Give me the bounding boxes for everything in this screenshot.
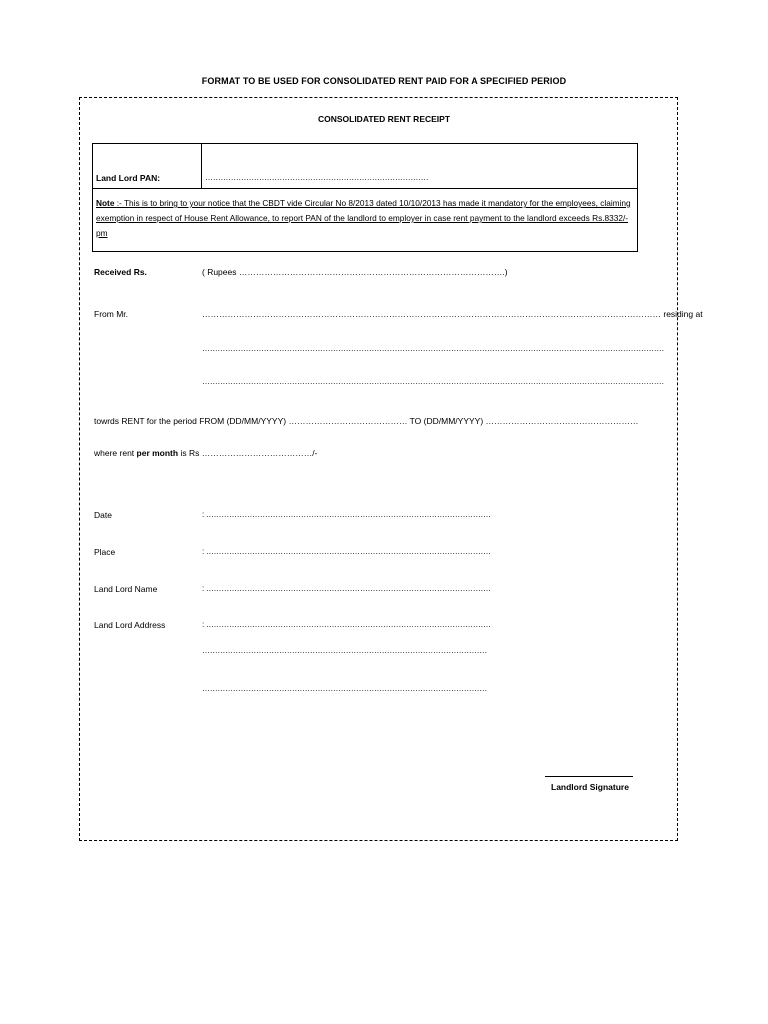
pan-note (96, 196, 632, 241)
note-text: :- This is to bring to your notice that the CBDT vide Circular No 8/2013 dated 10/10/2013 has made it mandatory for the employees, claiming exemption in respect of House Rent Allowance, to report PAN of the landlord to employer in case rent payment to the landlord exceeds Rs.8332/- pm (96, 198, 631, 238)
pan-row (93, 144, 637, 189)
place-field[interactable]: : ………………………………………………………………………………………………… (202, 547, 491, 556)
pan-divider (201, 144, 202, 188)
received-label: Received Rs. (94, 267, 147, 277)
rent-per-month-field[interactable] (94, 448, 317, 458)
place-label: Place (94, 547, 116, 557)
pan-label: Land Lord PAN: (96, 173, 161, 183)
signature-line[interactable] (545, 776, 633, 777)
pan-box (92, 143, 638, 252)
landlord-name-label: Land Lord Name (94, 584, 158, 594)
date-field[interactable]: : ………………………………………………………………………………………………… (202, 510, 491, 519)
from-name-field[interactable]: ……………………………………………………………………………………………………………………………………………… residing at (202, 309, 703, 319)
landlord-address-line-3[interactable]: ………………………………………………………………………………………………… (202, 684, 487, 693)
landlord-address-label: Land Lord Address (94, 620, 166, 630)
pan-field[interactable]: …………………………………………………………………………… (205, 173, 429, 182)
rupees-field[interactable]: ( Rupees ………………………………………………………………………………….) (202, 267, 508, 277)
from-label: From Mr. (94, 309, 128, 319)
signature-label: Landlord Signature (551, 782, 629, 792)
from-address-line-2[interactable]: ……………………………………………………………………………………………………………………………………………………………… (202, 377, 665, 386)
receipt-title: CONSOLIDATED RENT RECEIPT (317, 114, 451, 124)
note-prefix: Note (96, 198, 115, 208)
landlord-address-line-2[interactable]: ………………………………………………………………………………………………… (202, 646, 487, 655)
rent-emphasis: per month (136, 448, 179, 458)
page-title: FORMAT TO BE USED FOR CONSOLIDATED RENT PAID FOR A SPECIFIED PERIOD (201, 76, 567, 86)
rent-amount: is Rs …………………………………/- (178, 448, 318, 458)
landlord-name-field[interactable]: : ………………………………………………………………………………………………… (202, 584, 491, 593)
rent-prefix: where rent (94, 448, 137, 458)
date-label: Date (94, 510, 112, 520)
period-field[interactable]: towrds RENT for the period FROM (DD/MM/YYYY) …………………………………… TO (DD/MM/YYYY) ……………………………………………… (94, 416, 639, 426)
landlord-address-line-1[interactable]: : ………………………………………………………………………………………………… (202, 620, 491, 629)
from-address-line-1[interactable]: ……………………………………………………………………………………………………………………………………………………………… (202, 344, 665, 353)
